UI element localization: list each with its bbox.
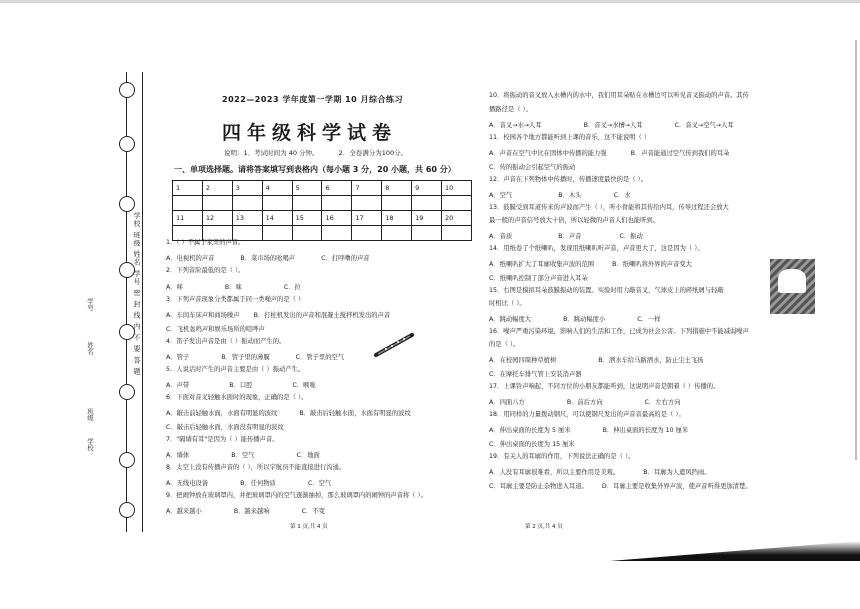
answer-cell[interactable]: 18 (382, 211, 412, 226)
answer-cell[interactable]: 16 (322, 211, 352, 226)
option[interactable]: A．伸出桌面的长度为 5 厘米 (489, 427, 571, 434)
options-1 (166, 253, 394, 262)
option[interactable]: A．空气 (489, 192, 513, 199)
binding-line (142, 72, 143, 532)
option[interactable]: C．地面 (296, 452, 320, 459)
answer-cell[interactable]: 15 (292, 211, 322, 226)
option[interactable]: A．在校园四周种草植树 (489, 357, 557, 364)
question-15-cont: 时相比（ ）。 (489, 300, 526, 307)
answer-blank[interactable] (232, 196, 262, 211)
answer-blank[interactable] (262, 226, 292, 241)
answer-cell[interactable]: 8 (382, 181, 412, 196)
options-19 (489, 467, 735, 476)
question-6: 6．下面对音叉轻触水面时的现象，正确的是（ ）。 (166, 394, 308, 401)
question-16: 16．噪声严重污染环境，影响人们的生活和工作，已成为社会公害。下列措施中不能减弱噪声 (489, 328, 749, 335)
answer-cell[interactable]: 13 (232, 211, 262, 226)
options-2 (166, 282, 325, 291)
binding-hole (119, 384, 135, 400)
option[interactable]: B．菜市场的吆喝声 (240, 255, 296, 262)
answer-cell[interactable]: 11 (173, 211, 203, 226)
option[interactable]: C．一样 (637, 316, 661, 323)
options-6 (166, 408, 435, 417)
option[interactable]: B．纸喇叭将外界的声音变大 (612, 261, 692, 268)
answer-blank[interactable] (442, 196, 472, 211)
answer-cell[interactable]: 2 (202, 181, 232, 196)
answer-table (172, 180, 472, 241)
option[interactable]: B．耳廓为人遮风挡雨。 (643, 469, 711, 476)
option[interactable]: C．左右方向 (644, 399, 681, 406)
option[interactable]: B．咪 (224, 284, 242, 291)
section-heading: 一、单项选择题。请将答案填写到表格内（每小题 3 分，20 小题，共 60 分） (174, 165, 456, 174)
options-8 (166, 478, 355, 487)
option[interactable]: A．越来越小 (166, 508, 202, 515)
answer-cell[interactable]: 20 (442, 211, 472, 226)
binding-strip (108, 72, 158, 532)
answer-cell[interactable]: 17 (352, 211, 382, 226)
answer-table-row (173, 181, 472, 196)
question-10-cont: 播路径是（ ）。 (489, 106, 532, 113)
question-2: 2．下列音阶最低的是（ ）。 (166, 267, 245, 274)
question-18: 18．用同样的力量拨动钢尺，可以使钢尺发出的声音音最高的是（ ）。 (489, 411, 685, 418)
option[interactable]: A．哆 (166, 284, 183, 291)
question-7: 7．"隔墙有耳"是因为（ ）能传播声音。 (166, 436, 279, 443)
eardrum-model-illustration (770, 259, 815, 314)
eardrum-model-membrane (778, 269, 806, 293)
option[interactable]: B．打桩机发出的声音和混凝土搅拌机发出的声音 (253, 312, 391, 319)
note-score: 2．全卷满分为100分。 (338, 149, 408, 157)
option[interactable]: C．纸喇叭控制了部分声音进入耳朵 (489, 275, 588, 282)
question-10: 10．将振动的音叉放入水槽内的水中，我们用耳朵贴在水槽边可以听见音叉振动的声音。其传 (489, 92, 749, 99)
answer-blank[interactable] (352, 196, 382, 211)
answer-blank[interactable] (382, 226, 412, 241)
option[interactable]: A．跳动幅度大 (489, 316, 532, 323)
option[interactable]: C．耳廓主要是防止杂物进入耳道。 (489, 483, 588, 490)
answer-cell[interactable]: 12 (202, 211, 232, 226)
option[interactable]: C．传的振动会引起空气的振动 (489, 164, 576, 171)
question-13: 13．鼓膜受到耳道传来的声波而产生（ ），听小骨能将其传给内耳，传导过程还会放大 (489, 204, 729, 211)
page-right (485, 88, 815, 528)
option[interactable]: A．无线电设备 (166, 480, 209, 487)
question-4: 4．笛子发出声音是由（ ）振动而产生的。 (166, 338, 286, 345)
options-14b (489, 273, 612, 282)
answer-cell[interactable]: 10 (442, 181, 472, 196)
question-12: 12．声音在下列物体中传播时，传播速度最快的是（ ）。 (489, 176, 647, 183)
page-left (162, 88, 472, 528)
answer-blank[interactable] (202, 196, 232, 211)
options-16 (489, 355, 727, 364)
answer-blank[interactable] (292, 196, 322, 211)
page-number: 第 2 页,共 4 页 (525, 524, 563, 530)
option[interactable]: C．喉咙 (292, 382, 316, 389)
option[interactable]: D．耳廓主要是收集外界声波，使声音听得更加清楚。 (601, 483, 752, 490)
option[interactable]: B．任何物质 (240, 480, 276, 487)
answer-cell[interactable]: 9 (412, 181, 442, 196)
options-6b (166, 422, 308, 431)
option[interactable]: C．在摩托车排气管上安装消声器 (489, 371, 582, 378)
scan-edge (0, 0, 860, 3)
options-19b (489, 481, 776, 490)
option[interactable]: C．空气 (307, 480, 332, 487)
question-1: 1．（ ）不属于家里的声音。 (166, 239, 245, 246)
question-13-cont: 最一般的声音信号放大十倍，所以轻微的声音人们也能听到。 (489, 217, 660, 224)
option[interactable]: B．声音 (558, 233, 582, 240)
answer-blank[interactable] (262, 196, 292, 211)
binding-hole (119, 502, 135, 518)
option[interactable]: B．前后方向 (566, 399, 603, 406)
options-16b (489, 369, 606, 378)
question-8: 8．太空上没有传播声音的（ ），所以宇航员不能直接进行沟通。 (166, 464, 346, 471)
option[interactable]: A．纸喇叭扩大了耳廓收集声波的范围 (489, 261, 595, 268)
question-14: 14．用纸卷了个纸喇叭，发现用纸喇叭听声音，声音更大了，这是因为（ ）。 (489, 245, 704, 252)
option[interactable]: B．伸出桌面的长度为 10 厘米 (602, 427, 689, 434)
binding-hole (119, 452, 135, 468)
answer-blank[interactable] (322, 196, 352, 211)
options-17 (489, 397, 705, 406)
option[interactable]: A．声带 (166, 382, 190, 389)
answer-blank[interactable] (173, 196, 203, 211)
options-5 (166, 380, 340, 389)
option[interactable]: C．敲击后轻触水面，水面没有明显的波纹 (166, 424, 284, 431)
option[interactable]: A．管子 (166, 354, 190, 361)
answer-cell[interactable]: 5 (292, 181, 322, 196)
question-15: 15．右图是模拟耳朵鼓膜振动的装置。实验时用力敲音叉，气球皮上的碎纸屑与轻敲 (489, 287, 724, 294)
exam-title: 四年级科学试卷 (222, 122, 398, 144)
option[interactable]: B．木头 (558, 192, 582, 199)
option[interactable]: A．声音在空气中比在固体中传播的能力强 (489, 150, 607, 157)
answer-blank[interactable] (382, 196, 412, 211)
scan-edge (855, 40, 857, 460)
options-18 (489, 425, 712, 434)
answer-cell[interactable]: 1 (173, 181, 203, 196)
options-9 (166, 506, 349, 515)
option[interactable]: B．声音能通过空气传到我们的耳朵 (630, 150, 730, 157)
question-5: 5．人说话时产生的声音主要是由（ ）振动产生。 (166, 366, 305, 373)
option[interactable]: B．敲击后轻触水面，水面有明显的波纹 (299, 410, 411, 417)
binding-hole (119, 136, 135, 152)
answer-cell[interactable]: 6 (322, 181, 352, 196)
question-17: 17．上课铃声响起，不同方位的小朋友都能听到，这说明声音是朝着（ ）传播的。 (489, 383, 720, 390)
question-9: 9．把闹钟放在玻璃罩内，并把玻璃罩内的空气逐渐抽掉，那么玻璃罩内的闹钟的声音将（ ）。 (166, 492, 428, 499)
option[interactable]: A．敲击前轻触水面，水面有明显的波纹 (166, 410, 278, 417)
options-12 (489, 190, 654, 199)
options-4 (166, 352, 368, 361)
binding-hole (119, 196, 135, 212)
option[interactable]: C．飞机轰鸣声和娱乐场所的喧哗声 (166, 326, 265, 333)
question-16-cont: 的是（ ）。 (489, 341, 520, 348)
field-label-class: 班级 (86, 408, 94, 421)
answer-cell[interactable]: 14 (262, 211, 292, 226)
option[interactable]: C．不变 (301, 508, 325, 515)
question-11: 11．校园各个地方都能听到上课的音乐，这不能说明（ ） (489, 134, 651, 141)
option[interactable]: C．音叉→空气→人耳 (674, 122, 734, 129)
option[interactable]: C．拉 (283, 284, 301, 291)
flute-illustration (372, 329, 418, 359)
option[interactable]: B．跳动幅度小 (563, 316, 606, 323)
option[interactable]: A．音质 (489, 233, 513, 240)
option[interactable]: A．四面八方 (489, 399, 525, 406)
option[interactable]: B．越来越响 (233, 508, 270, 515)
option[interactable]: A．音叉→水→人耳 (489, 122, 542, 129)
answer-cell[interactable]: 3 (232, 181, 262, 196)
option[interactable]: C．打呼噜的声音 (321, 255, 370, 262)
note-time: 说明：1．考试时间为 40 分钟。 (224, 149, 319, 157)
answer-cell[interactable]: 7 (352, 181, 382, 196)
option[interactable]: C．管子里的空气 (295, 354, 345, 361)
option[interactable]: A．墙体 (166, 452, 190, 459)
binding-hole (119, 82, 135, 98)
options-7 (166, 450, 344, 459)
options-11b (489, 162, 599, 171)
options-15 (489, 314, 685, 323)
field-label-name: 姓名 (86, 342, 94, 355)
option[interactable]: A．车间车床声和商场噪声 (166, 312, 240, 319)
answer-blank[interactable] (292, 226, 322, 241)
option[interactable]: B．洒水车给马路洒水，防止尘土飞扬 (598, 357, 704, 364)
answer-blank[interactable] (352, 226, 382, 241)
option[interactable]: B．音叉→水槽→人耳 (583, 122, 643, 129)
option[interactable]: C．水 (613, 192, 631, 199)
answer-cell[interactable]: 19 (412, 211, 442, 226)
option[interactable]: A．电视机的声音 (166, 255, 215, 262)
scan-shadow (610, 541, 860, 561)
option[interactable]: C．伸出桌面的长度为 15 厘米 (489, 441, 575, 448)
option[interactable]: C．振动 (619, 233, 643, 240)
options-3 (166, 310, 414, 319)
field-label-school: 学校 (86, 438, 94, 451)
options-11 (489, 148, 753, 157)
page-number: 第 1 页,共 4 页 (290, 524, 328, 530)
exam-notes (224, 148, 425, 157)
answer-blank[interactable] (442, 226, 472, 241)
option[interactable]: B．口腔 (229, 382, 253, 389)
exam-header: 2022—2023 学年度第一学期 10 月综合练习 (222, 95, 404, 104)
options-14 (489, 259, 716, 268)
answer-table-row (173, 211, 472, 226)
binding-seal-text: 学校 班级 姓名 学号 密 封 线 内 不 要 答 题 (133, 212, 141, 376)
options-18b (489, 439, 599, 448)
field-label-student-id: 学号 (86, 298, 94, 311)
options-10 (489, 120, 758, 129)
option[interactable]: B．管子里的薄膜 (221, 354, 270, 361)
question-19: 19．有关人的耳廓的作用，下列说法正确的是（ ）。 (489, 453, 635, 460)
option[interactable]: B．空气 (231, 452, 255, 459)
options-3b (166, 324, 289, 333)
options-13 (489, 231, 667, 240)
answer-blank[interactable] (322, 226, 352, 241)
answer-blank[interactable] (412, 226, 442, 241)
answer-cell[interactable]: 4 (262, 181, 292, 196)
answer-blank[interactable] (412, 196, 442, 211)
question-3: 3．下列声音现象分类都属于同一类噪声的是（ ） (166, 296, 305, 303)
option[interactable]: A．人没有耳廓很难看，所以主要作用是美观。 (489, 469, 620, 476)
answer-table-row (173, 196, 472, 211)
